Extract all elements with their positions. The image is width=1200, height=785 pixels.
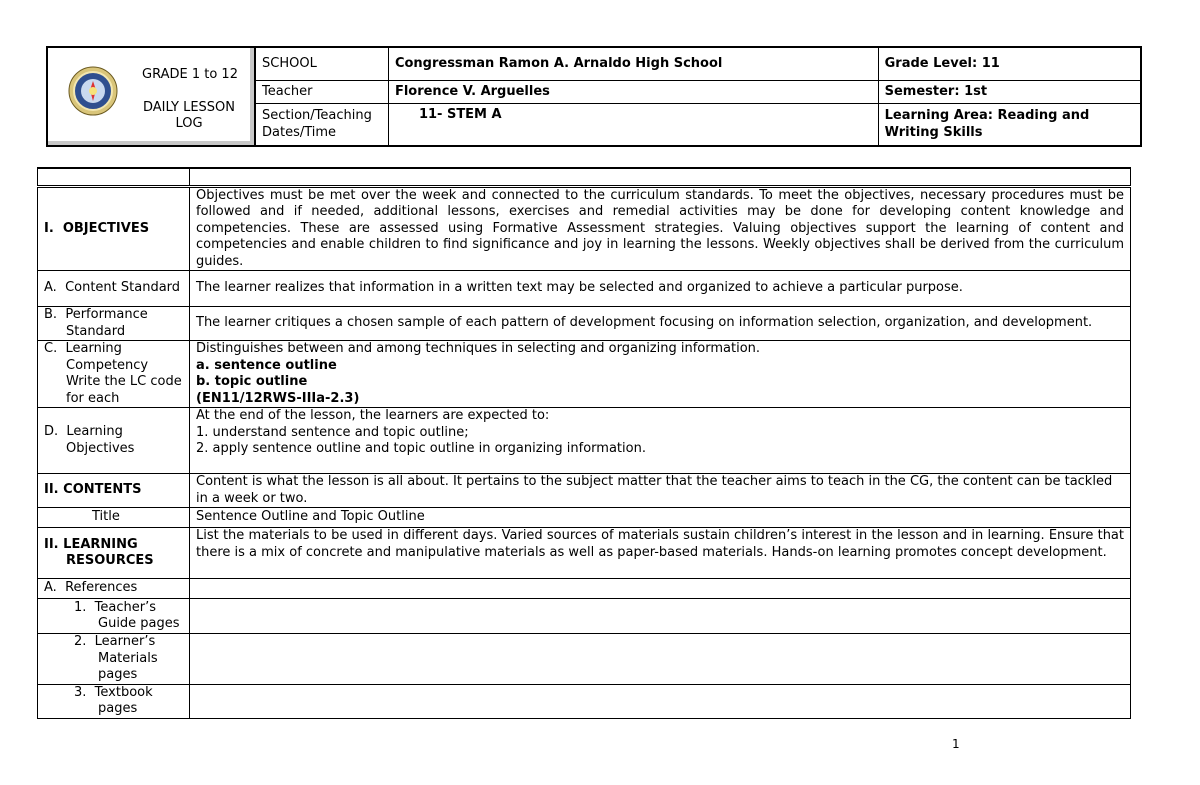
- learning-objectives-row: [38, 408, 1131, 474]
- reference-item-row: [38, 634, 1131, 685]
- learning-competency-label: C. Learning Competency Write the LC code for each: [38, 341, 190, 408]
- performance-standard-text: The learner critiques a chosen sample of each pattern of development focusing on information selection, organization, and development.: [190, 307, 1131, 341]
- section-label: Section/Teaching Dates/Time: [256, 103, 389, 145]
- learning-competency-text: Distinguishes between and among techniques in selecting and organizing information. a. sentence outline b. topic outline (EN11/12RWS-IIIa-2.3): [190, 341, 1131, 408]
- school-label: SCHOOL: [256, 48, 389, 80]
- semester: Semester: 1st: [878, 80, 1140, 103]
- contents-label: II. CONTENTS: [38, 474, 190, 508]
- reference-item-row: [38, 684, 1131, 718]
- header-logo-cell: [48, 48, 255, 145]
- teacher-label: Teacher: [256, 80, 389, 103]
- contents-row: [38, 474, 1131, 508]
- header-info-table: [255, 48, 1140, 145]
- reference-item-row: [38, 599, 1131, 634]
- learners-materials-value: [190, 634, 1131, 685]
- title-label: Title: [38, 508, 190, 528]
- learning-objectives-text: At the end of the lesson, the learners are expected to: 1. understand sentence and topic outline; 2. apply sentence outline and topic outline in organizing information.: [190, 408, 1131, 474]
- textbook-pages-label: 3. Textbook pages: [38, 684, 190, 718]
- grade-label: GRADE 1 to 12: [142, 67, 238, 82]
- objectives-row: [38, 186, 1131, 271]
- teachers-guide-value: [190, 599, 1131, 634]
- content-standard-label: A. Content Standard: [38, 271, 190, 307]
- objectives-text: Objectives must be met over the week and connected to the curriculum standards. To meet the objectives, necessary procedures must be followed and if needed, additional lessons, exercises and remedial activities may be done for developing content knowledge and competencies. These are assessed using Formative Assessment strategies. Valuing objectives support the learning of content and competencies and enable children to find significance and joy in learning the lessons. Weekly objectives shall be derived from the curriculum guides.: [190, 186, 1131, 271]
- blank-header-row: [38, 168, 1131, 186]
- school-value: Congressman Ramon A. Arnaldo High School: [388, 48, 878, 80]
- shadow-bottom: [48, 141, 254, 145]
- section-value: 11- STEM A: [388, 103, 878, 145]
- learners-materials-label: 2. Learner’s Materials pages: [38, 634, 190, 685]
- grade-level: Grade Level: 11: [878, 48, 1140, 80]
- performance-standard-label: B. Performance Standard: [38, 307, 190, 341]
- objectives-label: I. OBJECTIVES: [38, 186, 190, 271]
- title-text: Sentence Outline and Topic Outline: [190, 508, 1131, 528]
- performance-standard-row: [38, 307, 1131, 341]
- lesson-plan-table: [37, 167, 1131, 719]
- shadow-right: [250, 48, 254, 145]
- learning-area: Learning Area: Reading and Writing Skills: [878, 103, 1140, 145]
- references-value: [190, 579, 1131, 599]
- title-row: [38, 508, 1131, 528]
- references-row: [38, 579, 1131, 599]
- content-standard-text: The learner realizes that information in a written text may be selected and organized to achieve a particular purpose.: [190, 271, 1131, 307]
- learning-resources-row: [38, 528, 1131, 579]
- teachers-guide-label: 1. Teacher’s Guide pages: [38, 599, 190, 634]
- learning-resources-text: List the materials to be used in different days. Varied sources of materials sustain children’s interest in the lesson and in learning. Ensure that there is a mix of concrete and manipulative materials as well as paper-based materials. Hands-on learning promotes concept development.: [190, 528, 1131, 579]
- deped-seal-logo: [68, 66, 118, 116]
- learning-resources-label: II. LEARNING RESOURCES: [38, 528, 190, 579]
- page-number: 1: [952, 737, 960, 751]
- textbook-pages-value: [190, 684, 1131, 718]
- references-label: A. References: [38, 579, 190, 599]
- lesson-log-header: [46, 46, 1142, 147]
- contents-text: Content is what the lesson is all about. It pertains to the subject matter that the teacher aims to teach in the CG, the content can be tackled in a week or two.: [190, 474, 1131, 508]
- learning-competency-row: [38, 341, 1131, 408]
- learning-objectives-label: D. Learning Objectives: [38, 408, 190, 474]
- teacher-value: Florence V. Arguelles: [388, 80, 878, 103]
- content-standard-row: [38, 271, 1131, 307]
- daily-lesson-log-label: DAILY LESSON LOG: [142, 100, 235, 131]
